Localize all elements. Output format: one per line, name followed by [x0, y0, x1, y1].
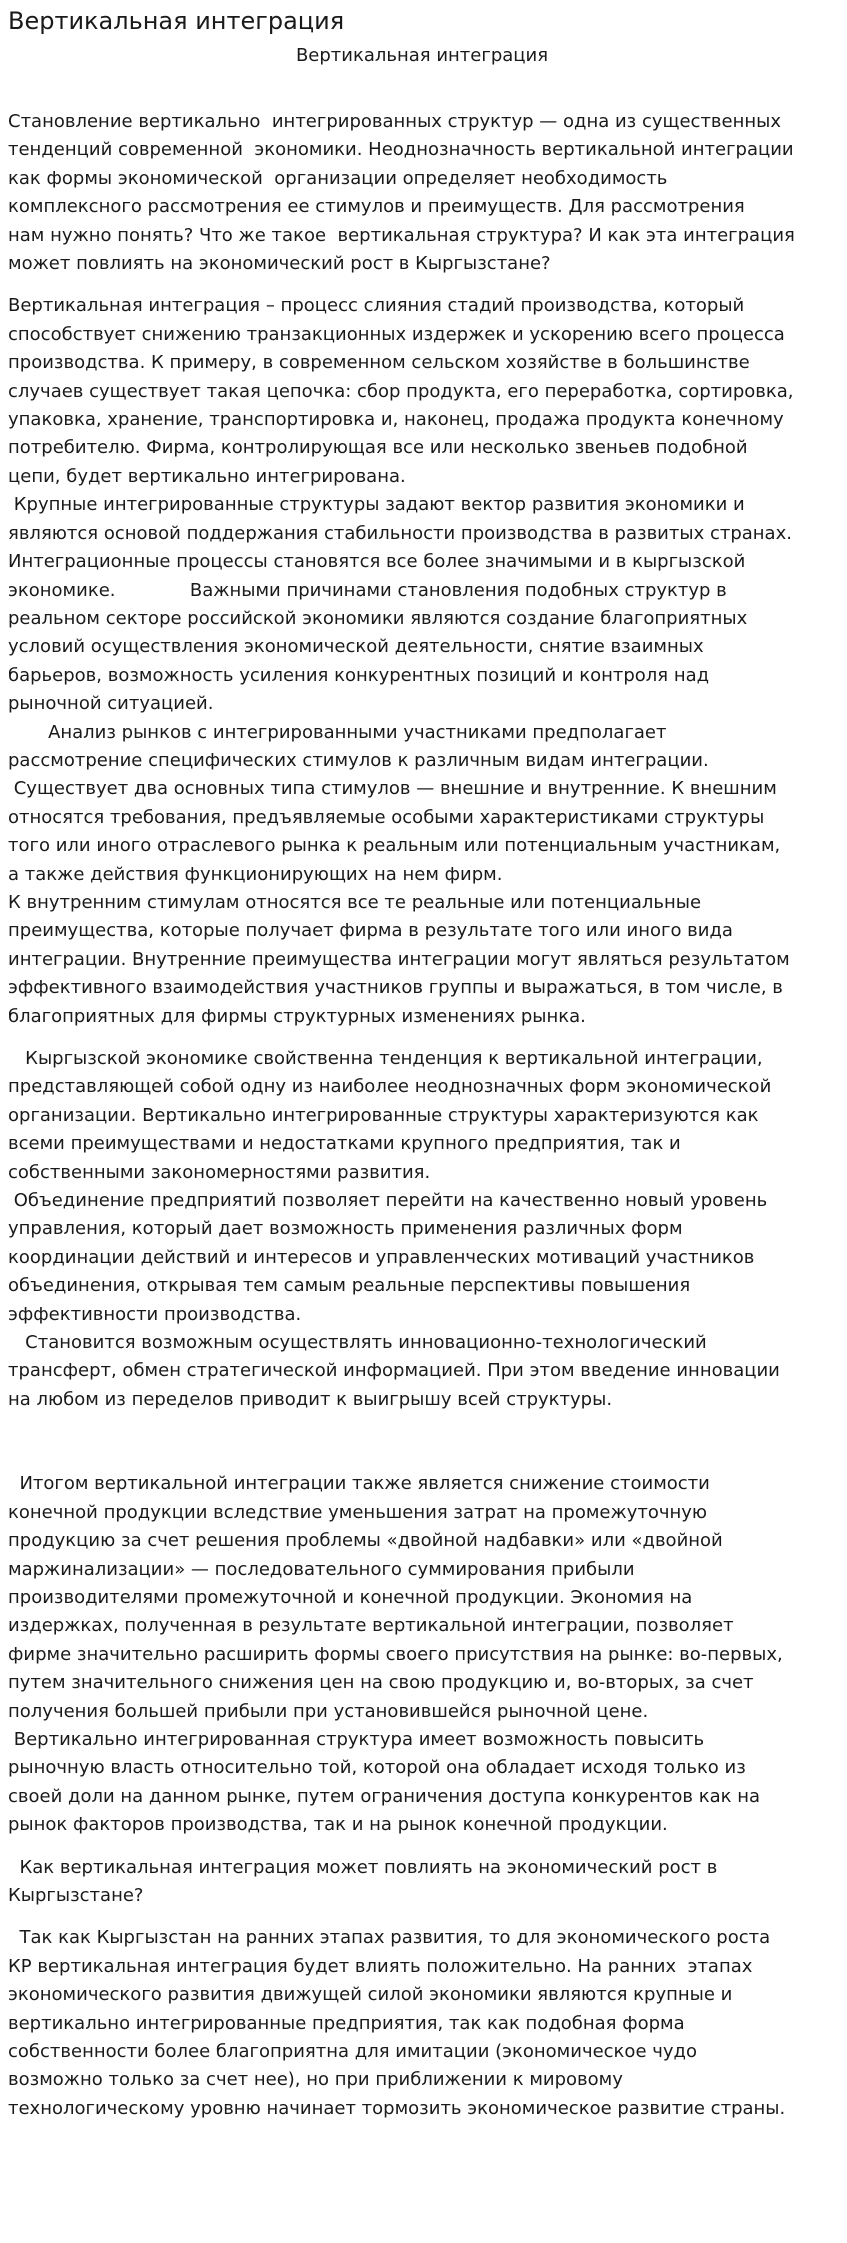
- document-subtitle: Вертикальная интеграция: [295, 45, 549, 66]
- paragraph-definition: Вертикальная интеграция – процесс слияния стадий производства, который способствует снижению транзакционных издержек и ускорению всего процесса производства. К примеру, в современном сельском хозяйстве в большинстве случаев существует такая цепочка: сбор продукта, его переработка, сортировка, упаковка, хранение, транспортировка и, наконец, продажа продукта конечному потребителю. Фирма, контролирующая все или несколько звеньев подобной цепи, будет вертикально интегрирована. Крупные интегрированные структуры задают вектор развития экономики и являются основой поддержания стабильности производства в развитых странах. Интеграционные процессы становятся все более значимыми и в кыргызской экономике. Важными причинами становления подобных структур в реальном секторе российской экономики являются создание благоприятных условий осуществления экономической деятельности, снятие взаимных барьеров, возможность усиления конкурентных позиций и контроля над рыночной ситуацией. Анализ рынков с интегрированными участниками предполагает рассмотрение специфических стимулов к различным видам интеграции. Существует два основных типа стимулов — внешние и внутренние. К внешним относятся требования, предъявляемые особыми характеристиками структуры того или иного отраслевого рынка к реальным или потенциальным участникам, а также действия функционирующих на нем фирм. К внутренним стимулам относятся все те реальные или потенциальные преимущества, которые получает фирма в результате того или иного вида интеграции. Внутренние преимущества интеграции могут являться результатом эффективного взаимодействия участников группы и выражаться, в том числе, в благоприятных для фирмы структурных изменениях рынка.: [8, 295, 794, 1027]
- paragraph-spacer: [8, 1910, 836, 1924]
- paragraph-question: Как вертикальная интеграция может повлиять на экономический рост в Кыргызстане?: [8, 1856, 718, 1906]
- paragraph-spacer: [8, 278, 836, 292]
- paragraph-intro: Становление вертикально интегрированных структур — одна из существенных тенденций современной экономики. Неоднозначность вертикальной интеграции как формы экономической организации определяет необходимость комплексного рассмотрения ее стимулов и преимуществ. Для рассмотрения нам нужно понять? Что же такое вертикальная структура? И как эта интеграция может повлиять на экономический рост в Кыргызстане?: [8, 111, 795, 275]
- paragraph-spacer: [8, 1414, 836, 1470]
- paragraph-conclusion: Так как Кыргызстан на ранних этапах развития, то для экономического роста КР вертикальная интеграция будет влиять положительно. На ранних этапах экономического развития движущей силой экономики являются крупные и вертикально интегрированные предприятия, так как подобная форма собственности более благоприятна для имитации (экономическое чудо возможно только за счет нее), но при приближении к мировому технологическому уровню начинает тормозить экономическое развитие страны.: [8, 1927, 786, 2119]
- paragraph-cost-reduction: Итогом вертикальной интеграции также является снижение стоимости конечной продукции вследствие уменьшения затрат на промежуточную продукцию за счет решения проблемы «двойной надбавки» или «двойной маржинализации» — последовательного суммирования прибыли производителями промежуточной и конечной продукции. Экономия на издержках, полученная в результате вертикальной интеграции, позволяет фирме значительно расширить формы своего присутствия на рынке: во-первых, путем значительного снижения цен на свою продукцию и, во-вторых, за счет получения большей прибыли при установившейся рыночной цене. Вертикально интегрированная структура имеет возможность повысить рыночную власть относительно той, которой она обладает исходя только из своей доли на данном рынке, путем ограничения доступа конкурентов как на рынок факторов производства, так и на рынок конечной продукции.: [8, 1473, 783, 1836]
- paragraph-spacer: [8, 1031, 836, 1045]
- page-title: Вертикальная интеграция: [8, 7, 345, 35]
- paragraph-kyrgyz-economy: Кыргызской экономике свойственна тенденция к вертикальной интеграции, представляющей собой одну из наиболее неоднозначных форм экономической организации. Вертикально интегрированные структуры характеризуются как всеми преимуществами и недостатками крупного предприятия, так и собственными закономерностями развития. Объединение предприятий позволяет перейти на качественно новый уровень управления, который дает возможность применения различных форм координации действий и интересов и управленческих мотиваций участников объединения, открывая тем самым реальные перспективы повышения эффективности производства. Становится возможным осуществлять инновационно-технологический трансферт, обмен стратегической информацией. При этом введение инновации на любом из переделов приводит к выигрышу всей структуры.: [8, 1048, 780, 1410]
- document-page: [8, 6, 836, 2123]
- paragraph-spacer: [8, 1840, 836, 1854]
